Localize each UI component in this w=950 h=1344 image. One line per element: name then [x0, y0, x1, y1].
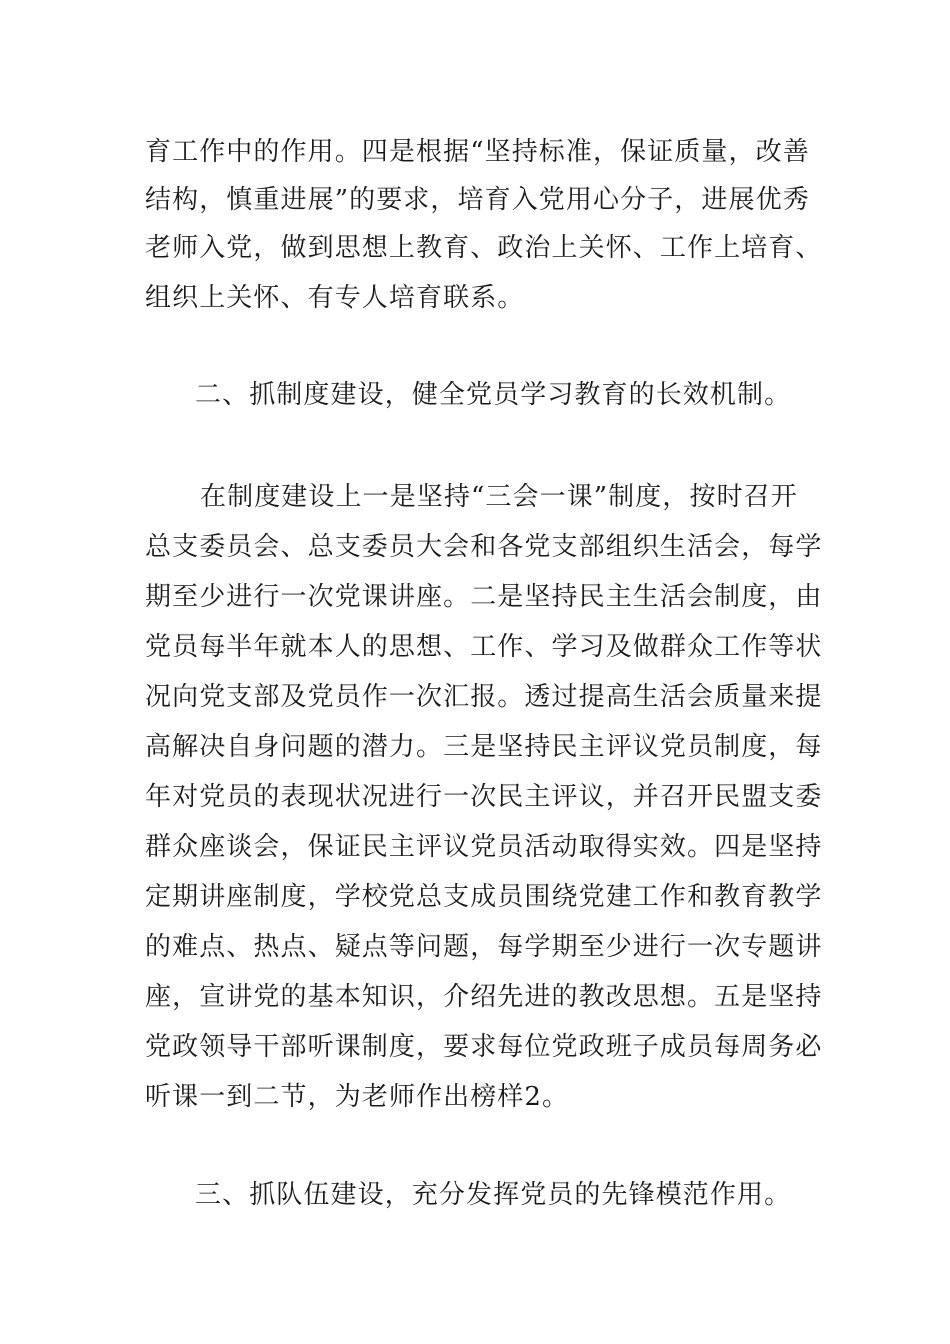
- paragraph2-line-11: 座，宣讲党的基本知识，介绍先进的教改思想。五是坚持: [145, 982, 823, 1012]
- paragraph2-line-4: 党员每半年就本人的思想、工作、学习及做群众工作等状: [145, 632, 823, 662]
- paragraph2-line-7: 年对党员的表现状况进行一次民主评议，并召开民盟支委: [145, 782, 823, 812]
- paragraph2-line-2: 总支委员会、总支委员大会和各党支部组织生活会，每学: [145, 532, 823, 562]
- paragraph1-line-3: 老师入党，做到思想上教育、政治上关怀、工作上培育、: [145, 233, 823, 263]
- paragraph2-line-6: 高解决自身问题的潜力。三是坚持民主评议党员制度，每: [145, 732, 823, 762]
- paragraph2-line-10: 的难点、热点、疑点等问题，每学期至少进行一次专题讲: [145, 932, 823, 962]
- paragraph2-line-8: 群众座谈会，保证民主评议党员活动取得实效。四是坚持: [145, 832, 823, 862]
- paragraph2-line-9: 定期讲座制度，学校党总支成员围绕党建工作和教育教学: [145, 882, 823, 912]
- section-heading-3: 三、抓队伍建设，充分发挥党员的先锋模范作用。: [195, 1180, 792, 1210]
- paragraph2-line-13: 听课一到二节，为老师作出榜样2。: [145, 1082, 570, 1112]
- paragraph1-line-4: 组织上关怀、有专人培育联系。: [145, 283, 525, 313]
- paragraph2-line-3: 期至少进行一次党课讲座。二是坚持民主生活会制度，由: [145, 582, 823, 612]
- paragraph2-line-5: 况向党支部及党员作一次汇报。透过提高生活会质量来提: [145, 682, 823, 712]
- paragraph1-line-2: 结构，慎重进展”的要求，培育入党用心分子，进展优秀: [145, 185, 810, 215]
- paragraph2-line-12: 党政领导干部听课制度，要求每位党政班子成员每周务必: [145, 1032, 823, 1062]
- section-heading-2: 二、抓制度建设，健全党员学习教育的长效机制。: [195, 380, 792, 410]
- paragraph2-line-1: 在制度建设上一是坚持“三会一课”制度，按时召开: [200, 482, 798, 512]
- paragraph1-line-1: 育工作中的作用。四是根据“坚持标准，保证质量，改善: [145, 137, 810, 167]
